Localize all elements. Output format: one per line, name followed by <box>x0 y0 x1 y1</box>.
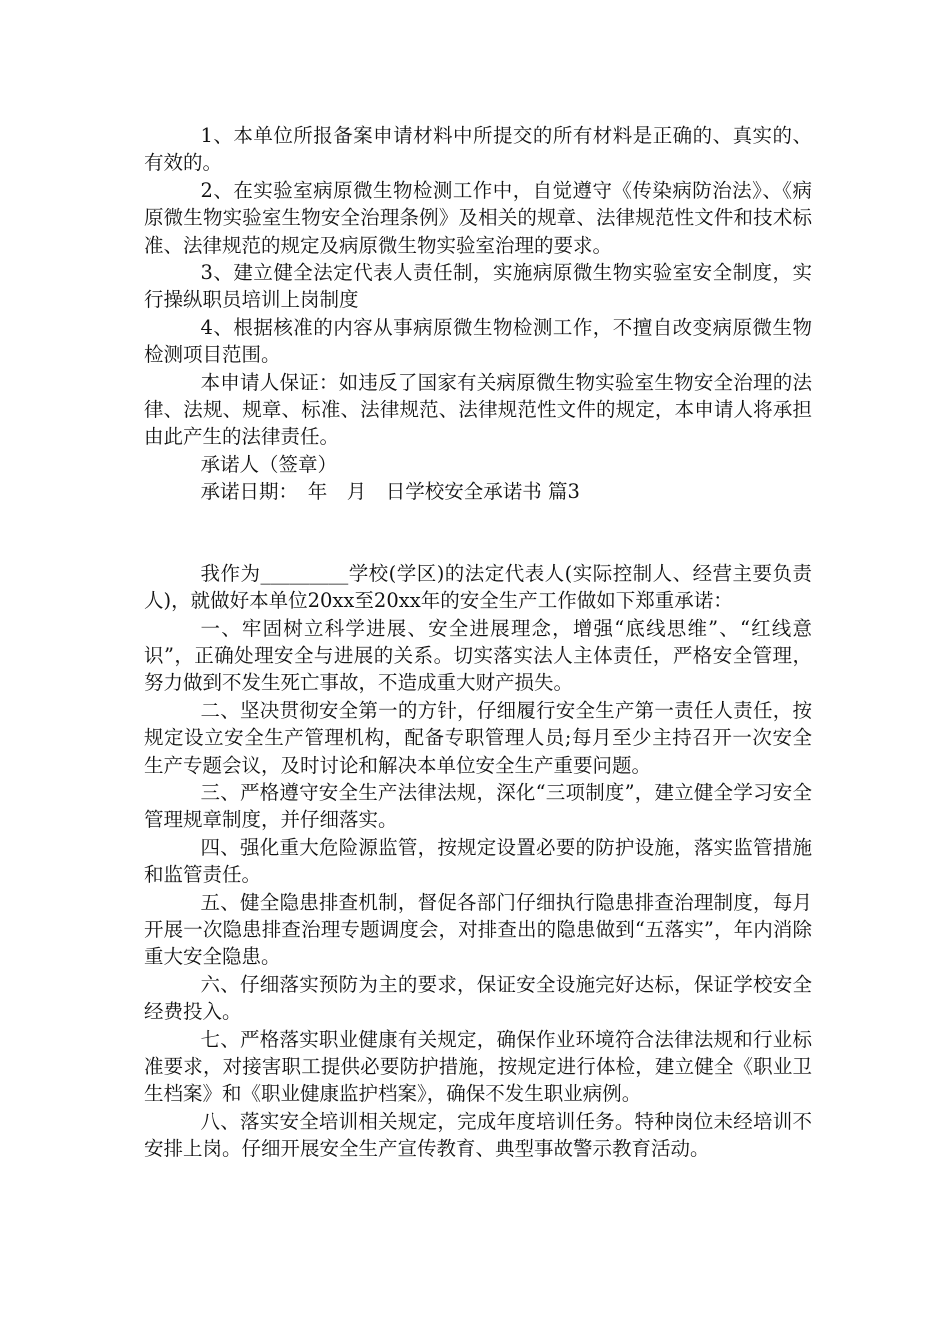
paragraph: 本申请人保证：如违反了国家有关病原微生物实验室生物安全治理的法律、法规、规章、标准、法律规范、法律规范性文件的规定，本申请人将承担由此产生的法律责任。 <box>144 370 812 449</box>
paragraph: 八、落实安全培训相关规定，完成年度培训任务。特种岗位未经培训不安排上岗。仔细开展安全生产宣传教育、典型事故警示教育活动。 <box>144 1109 812 1161</box>
paragraph: 2、在实验室病原微生物检测工作中，自觉遵守《传染病防治法》、《病原微生物实验室生物安全治理条例》及相关的规章、法律规范性文件和技术标准、法律规范的规定及病原微生物实验室治理的要求。 <box>144 178 812 257</box>
paragraph: 4、根据核准的内容从事病原微生物检测工作，不擅自改变病原微生物检测项目范围。 <box>144 315 812 367</box>
signature-line: 承诺人（签章） <box>200 452 338 476</box>
document-body <box>144 122 812 1163</box>
paragraph: 五、健全隐患排查机制，督促各部门仔细执行隐患排查治理制度，每月开展一次隐患排查治理专题调度会，对排查出的隐患做到“五落实”，年内消除重大安全隐患。 <box>144 890 812 969</box>
paragraph: 六、仔细落实预防为主的要求，保证安全设施完好达标，保证学校安全经费投入。 <box>144 972 812 1024</box>
section-gap <box>144 506 812 560</box>
paragraph: 一、牢固树立科学进展、安全进展理念，增强“底线思维”、“红线意识”，正确处理安全与进展的关系。切实落实法人主体责任，严格安全管理，努力做到不发生死亡事故，不造成重大财产损失。 <box>144 616 812 695</box>
paragraph: 二、坚决贯彻安全第一的方针，仔细履行安全生产第一责任人责任，按规定设立安全生产管理机构，配备专职管理人员;每月至少主持召开一次安全生产专题会议，及时讨论和解决本单位安全生产重要问题。 <box>144 698 812 777</box>
paragraph: 七、严格落实职业健康有关规定，确保作业环境符合法律法规和行业标准要求，对接害职工提供必要防护措施，按规定进行体检，建立健全《职业卫生档案》和《职业健康监护档案》，确保不发生职业病例。 <box>144 1027 812 1106</box>
paragraph: 1、本单位所报备案申请材料中所提交的所有材料是正确的、真实的、有效的。 <box>144 124 812 175</box>
paragraph: 三、严格遵守安全生产法律法规，深化“三项制度”，建立健全学习安全管理规章制度，并仔细落实。 <box>144 780 812 832</box>
paragraph: 3、建立健全法定代表人责任制，实施病原微生物实验室安全制度，实行操纵职员培训上岗制度 <box>144 261 812 312</box>
date-line: 承诺日期： 年 月 日学校安全承诺书 篇3 <box>200 480 580 504</box>
paragraph: 四、强化重大危险源监管，按规定设置必要的防护设施，落实监管措施和监管责任。 <box>144 835 812 887</box>
paragraph: 我作为_________学校(学区)的法定代表人(实际控制人、经营主要负责人)，就做好本单位20xx至20xx年的安全生产工作做如下郑重承诺： <box>144 561 812 613</box>
